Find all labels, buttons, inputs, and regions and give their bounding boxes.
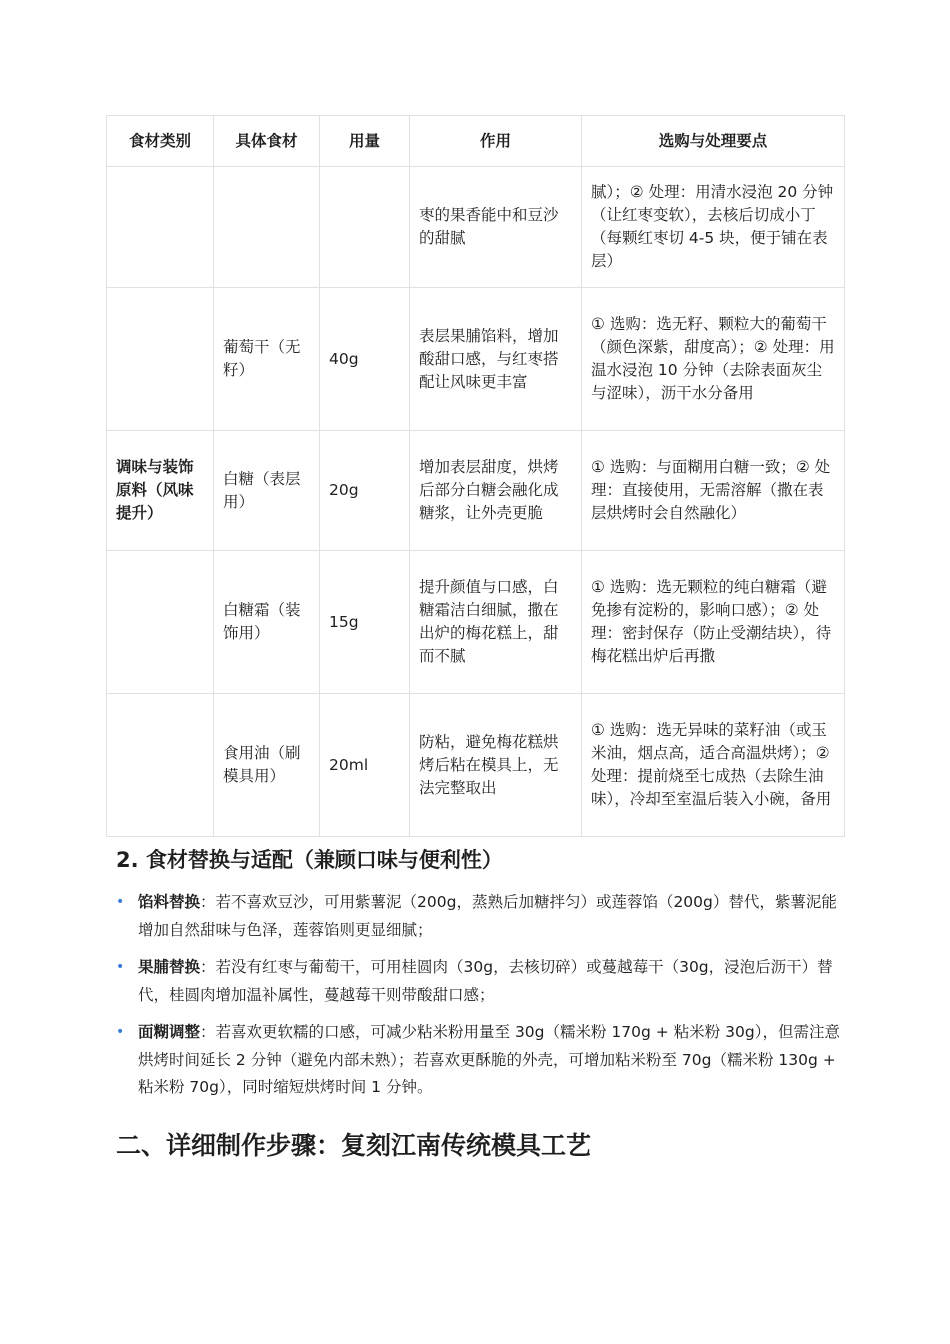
- cell-tips: ① 选购：与面糊用白糖一致；② 处理：直接使用，无需溶解（撒在表层烘烤时会自然融化）: [582, 431, 845, 551]
- cell-amount: 15g: [320, 551, 410, 694]
- section-heading: 2. 食材替换与适配（兼顾口味与便利性）: [116, 848, 503, 872]
- bullet-icon: •: [116, 959, 125, 975]
- cell-category: [107, 288, 214, 431]
- cell-effect: 表层果脯馅料，增加酸甜口感，与红枣搭配让风味更丰富: [410, 288, 582, 431]
- list-item-term: 果脯替换: [138, 958, 201, 976]
- cell-amount: [320, 167, 410, 288]
- cell-tips: ① 选购：选无颗粒的纯白糖霜（避免掺有淀粉的，影响口感）；② 处理：密封保存（防止受潮结块），待梅花糕出炉后再撒: [582, 551, 845, 694]
- cell-item: 食用油（刷模具用）: [214, 694, 320, 837]
- list-item: [116, 954, 846, 1009]
- list-item-text: ：若不喜欢豆沙，可用紫薯泥（200g，蒸熟后加糖拌匀）或莲蓉馅（200g）替代，紫薯泥能增加自然甜味与色泽，莲蓉馅则更显细腻；: [138, 893, 837, 939]
- table-row: [107, 288, 845, 431]
- list-item: [116, 889, 846, 944]
- table-row: [107, 167, 845, 288]
- chapter-heading: 二、详细制作步骤：复刻江南传统模具工艺: [116, 1131, 592, 1160]
- cell-item: 葡萄干（无籽）: [214, 288, 320, 431]
- header-effect: 作用: [410, 116, 582, 167]
- cell-effect: 增加表层甜度，烘烤后部分白糖会融化成糖浆，让外壳更脆: [410, 431, 582, 551]
- list-item-text: ：若喜欢更软糯的口感，可减少粘米粉用量至 30g（糯米粉 170g + 粘米粉 30g），但需注意烘烤时间延长 2 分钟（避免内部未熟）；若喜欢更酥脆的外壳，可增加粘米粉至 70g（糯米粉 130g + 粘米粉 70g），同时缩短烘烤时间 1 分钟。: [138, 1023, 840, 1096]
- cell-effect: 防粘，避免梅花糕烘烤后粘在模具上，无法完整取出: [410, 694, 582, 837]
- bullet-icon: •: [116, 894, 125, 910]
- cell-effect: 枣的果香能中和豆沙的甜腻: [410, 167, 582, 288]
- cell-category: [107, 551, 214, 694]
- table-row: [107, 694, 845, 837]
- cell-category: [107, 694, 214, 837]
- list-item-term: 馅料替换: [138, 893, 201, 911]
- cell-tips: ① 选购：选无异味的菜籽油（或玉米油，烟点高，适合高温烘烤）；② 处理：提前烧至七成热（去除生油味），冷却至室温后装入小碗，备用: [582, 694, 845, 837]
- list-item-text: ：若没有红枣与葡萄干，可用桂圆肉（30g，去核切碎）或蔓越莓干（30g，浸泡后沥干）替代，桂圆肉增加温补属性，蔓越莓干则带酸甜口感；: [138, 958, 833, 1004]
- list-item-term: 面糊调整: [138, 1023, 201, 1041]
- table-row: [107, 551, 845, 694]
- header-item: 具体食材: [214, 116, 320, 167]
- substitution-list: [116, 889, 846, 1112]
- cell-amount: 20ml: [320, 694, 410, 837]
- table-row: [107, 431, 845, 551]
- cell-category: 调味与装饰原料（风味提升）: [107, 431, 214, 551]
- cell-item: [214, 167, 320, 288]
- cell-category: [107, 167, 214, 288]
- cell-item: 白糖霜（装饰用）: [214, 551, 320, 694]
- list-item: [116, 1019, 846, 1102]
- cell-amount: 40g: [320, 288, 410, 431]
- header-category: 食材类别: [107, 116, 214, 167]
- ingredients-table: [106, 115, 845, 837]
- header-amount: 用量: [320, 116, 410, 167]
- cell-tips: 腻）；② 处理：用清水浸泡 20 分钟（让红枣变软），去核后切成小丁（每颗红枣切 4-5 块，便于铺在表层）: [582, 167, 845, 288]
- bullet-icon: •: [116, 1024, 125, 1040]
- cell-amount: 20g: [320, 431, 410, 551]
- cell-effect: 提升颜值与口感，白糖霜洁白细腻，撒在出炉的梅花糕上，甜而不腻: [410, 551, 582, 694]
- cell-item: 白糖（表层用）: [214, 431, 320, 551]
- header-tips: 选购与处理要点: [582, 116, 845, 167]
- cell-tips: ① 选购：选无籽、颗粒大的葡萄干（颜色深紫，甜度高）；② 处理：用温水浸泡 10 分钟（去除表面灰尘与涩味），沥干水分备用: [582, 288, 845, 431]
- table-header-row: [107, 116, 845, 167]
